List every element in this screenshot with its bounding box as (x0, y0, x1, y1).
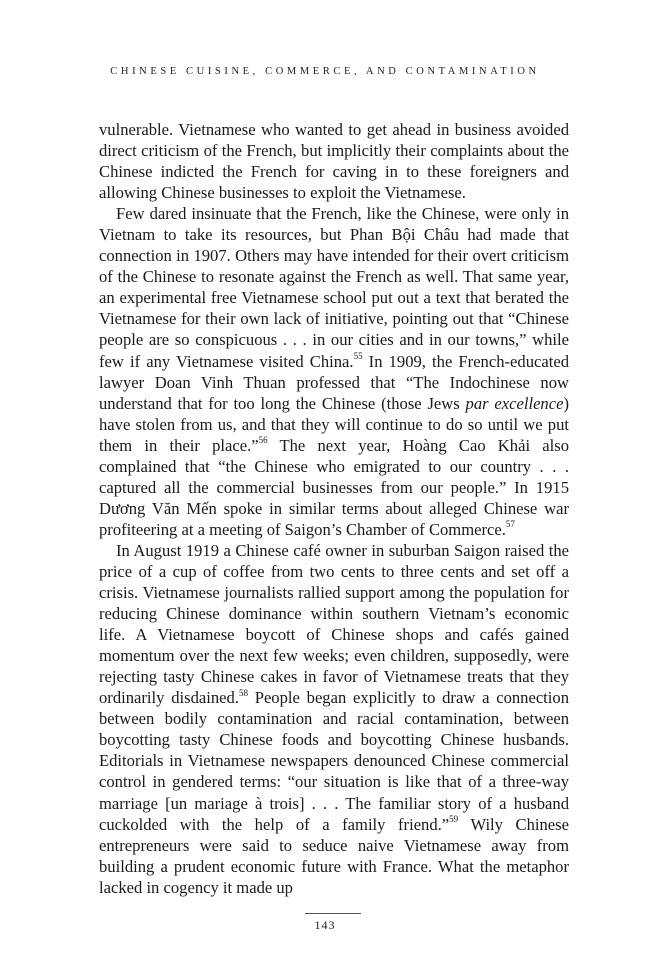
running-head: CHINESE CUISINE, COMMERCE, AND CONTAMINATION (110, 66, 540, 77)
text-segment: People began explicitly to draw a connection between bodily contamination and racial contamination, between boycotting tasty Chinese foods and boycotting Chinese husbands. Editorials in Vietnamese newspapers denounced Chinese commercial control in gendered terms: “our situation is like that of a three-way marriage [un mariage à trois] . . . The familiar story of a husband cuckolded with the help of a family friend.” (99, 688, 569, 834)
footnote-ref-58: 58 (238, 687, 248, 698)
paragraph (99, 203, 569, 540)
text-segment: Wily Chinese entrepreneurs were said to seduce naive Vietnamese away from building a prudent economic future with France. What the metaphor lacked in cogency it made up (99, 814, 569, 897)
paragraph (99, 540, 569, 898)
footnote-ref-57: 57 (505, 519, 515, 530)
body-text (99, 119, 569, 898)
text-segment: ) have stolen from us, and that they will continue to do so until we put them in their place.” (99, 393, 569, 455)
text-segment: In August 1919 a Chinese café owner in suburban Saigon raised the price of a cup of coffee from two cents to three cents and set off a crisis. Vietnamese journalists rallied support among the population for reducing Chinese dominance within southern Vietnam’s economic life. A Vietnamese boycott of Chinese shops and cafés gained momentum over the next few weeks; even children, supposedly, were rejecting tasty Chinese cakes in favor of Vietnamese treats that they ordinarily disdained. (99, 540, 569, 708)
footnote-ref-56: 56 (258, 435, 268, 446)
text-segment: vulnerable. Vietnamese who wanted to get ahead in business avoided direct criticism of the French, but implicitly their complaints about the Chinese indicted the French for caving in to these foreigners and allowing Chinese businesses to exploit the Vietnamese. (99, 120, 569, 203)
text-segment: In 1909, the French-educated lawyer Doan Vinh Thuan professed that “The Indochinese now understand that for too long the Chinese (those Jews (99, 351, 570, 413)
text-segment: Few dared insinuate that the French, like the Chinese, were only in Vietnam to take its resources, but Phan Bội Châu had made that connection in 1907. Others may have intended for their overt criticism of the Chinese to resonate against the French as well. That same year, an experimental free Vietnamese school put out a text that berated the Vietnamese for their own lack of initiative, pointing out that “Chinese people are so conspicuous . . . in our cities and in our towns,” while few if any Vietnamese visited China. (99, 204, 569, 371)
italic-phrase: par excellence (465, 393, 564, 413)
page-number: 143 (314, 918, 336, 932)
footer-rule (305, 913, 361, 914)
footnote-ref-59: 59 (449, 814, 459, 825)
paragraph (99, 119, 569, 203)
footnote-ref-55: 55 (353, 350, 363, 361)
text-segment: The next year, Hoàng Cao Khải also complained that “the Chinese who emigrated to our country . . . captured all the commercial businesses from our people.” In 1915 Dương Văn Mến spoke in similar terms about alleged Chinese war profiteering at a meeting of Saigon’s Chamber of Commerce. (99, 435, 569, 539)
